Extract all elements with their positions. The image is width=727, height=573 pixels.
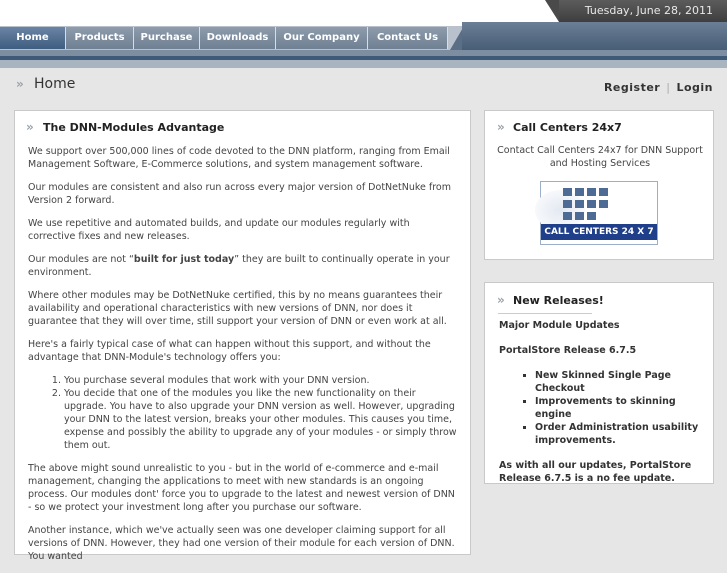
header [0,0,727,68]
numbered-list [28,374,458,452]
register-link[interactable]: Register [603,81,661,94]
logo-square [587,212,596,220]
new-releases-panel [484,282,714,484]
call-centers-logo[interactable] [540,181,658,245]
call-centers-panel [484,110,714,260]
page-title: Home [34,76,76,92]
panel-title: Call Centers 24x7 [513,121,622,134]
list-item: ▪ Improvements to skinning engine [535,395,705,421]
paragraph: Here's a fairly typical case of what can happen without this support, and without the advantage that DNN-Module's technology offers you: [28,339,431,363]
page-title-bar [0,72,727,102]
logo-square [587,200,596,208]
nav-tab-purchase[interactable]: Purchase [134,27,200,49]
paragraph: Where other modules may be DotNetNuke certified, this by no means guarantees their availability and operational characteristics with new versions of DNN, nor does it guarantee that they will over time, still support your version of DNN or even work at all. [28,290,447,327]
divider [498,313,592,314]
list-item: 2. You decide that one of the modules you like the new functionality on their upgrade. You have to also upgrade your DNN version as well. However, upgrading your DNN to the latest version, breaks your other modules. This causes you time, expense and possibly the ability to upgrade any of your modules - or simply throw them out. [64,387,458,452]
nav-tab-downloads[interactable]: Downloads [200,27,276,49]
releases-footer: As with all our updates, PortalStore Release 6.7.5 is a no fee update. [499,460,692,484]
logo-square [575,188,584,196]
login-link[interactable]: Login [676,81,713,94]
nav-tab-products[interactable]: Products [66,27,134,49]
paragraph: The above might sound unrealistic to you - but in the world of e-commerce and e-mail management, changing the applications to meet with new standards is an ongoing process. Our modules dont' force you to upgrade to the latest and newest version of DNN - so we protect your investment long after you purchase our software. [28,463,455,513]
logo-square [575,200,584,208]
logo-square [599,188,608,196]
panel-title: New Releases! [513,294,604,307]
text-fragment: ” they are built to continually operate in your environment. [28,254,450,278]
chevron-right-icon: » [497,293,505,307]
list-item: 1. You purchase several modules that work with your DNN version. [64,374,458,387]
logo-square [575,212,584,220]
release-name: PortalStore Release 6.7.5 [499,345,637,356]
paragraph: We support over 500,000 lines of code devoted to the DNN platform, ranging from Email Management Software, E-Commerce solutions, and system management software. [28,146,450,170]
releases-subtitle: Major Module Updates [499,320,620,331]
chevron-right-icon: » [16,77,24,91]
bold-text: built for just today [133,254,235,265]
main-nav [0,27,448,49]
paragraph: We use repetitive and automated builds, and update our modules regularly with corrective fixes and new releases. [28,218,410,242]
release-features [499,369,705,447]
text-fragment: Our modules are not “ [28,254,134,265]
nav-tab-contact-us[interactable]: Contact Us [368,27,448,49]
chevron-right-icon: » [26,120,34,134]
call-centers-text: Contact Call Centers 24x7 for DNN Support and Hosting Services [497,145,703,169]
releases-content [499,319,705,497]
logo-square [587,188,596,196]
link-separator: | [666,81,671,94]
paragraph: Our modules are consistent and also run across every major version of DotNetNuke from Version 2 forward. [28,182,451,206]
paragraph: Another instance, which we've actually seen was one developer claiming support for all versions of DNN. However, they had one version of their module for each version of DNN. You wanted [28,525,455,562]
list-item: ▪ Order Administration usability improvements. [535,421,705,447]
account-links [604,81,713,94]
date-bar-corner [545,0,559,22]
header-stripe [0,60,727,68]
panel-title: The DNN-Modules Advantage [43,121,225,134]
logo-square [563,212,572,220]
nav-tab-our-company[interactable]: Our Company [276,27,368,49]
list-item: ▪ New Skinned Single Page Checkout [535,369,705,395]
paragraph [28,253,458,279]
logo-square [599,200,608,208]
logo-banner: CALL CENTERS 24 X 7 [541,224,657,240]
date-display: Tuesday, June 28, 2011 [559,0,727,22]
nav-tab-home[interactable]: Home [0,27,66,49]
logo-square [563,188,572,196]
logo-square [563,200,572,208]
article-body [28,145,458,573]
chevron-right-icon: » [497,120,505,134]
main-content-panel [14,110,471,562]
